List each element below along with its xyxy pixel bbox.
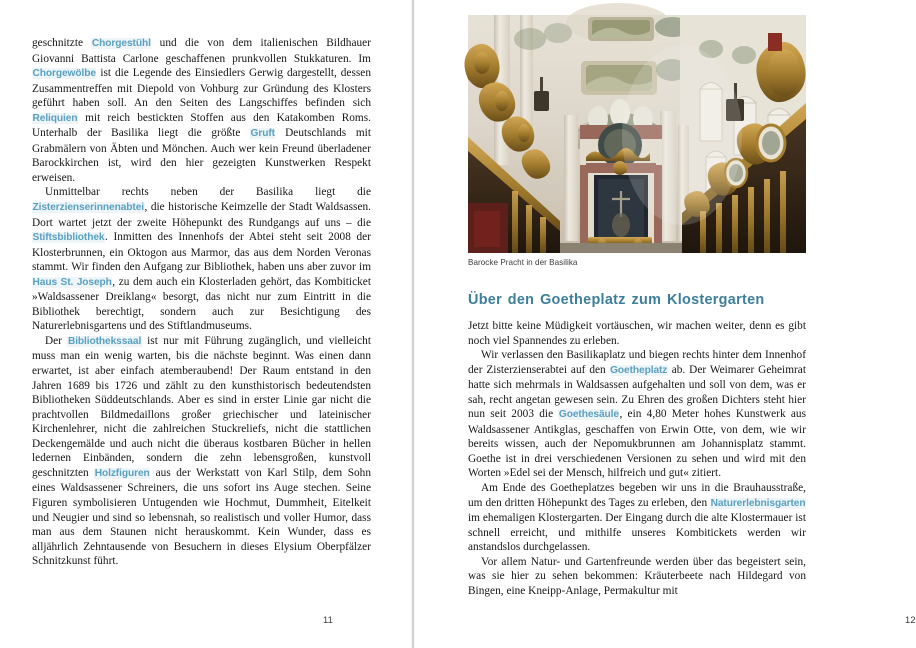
page-number-right: 12: [905, 615, 916, 625]
left-page-text-column: [32, 0, 371, 569]
left-page: [0, 0, 416, 648]
paragraph: Am Ende des Goetheplatzes begeben wir uns in die Brauhausstraße, um den dritten Höhepunkt des Tages zu erleben, den Naturerlebnisgarten im ehemaligen Klostergarten. Der Eingang durch die alte Klostermauer ist schnell erreicht, und mithilfe unseres Kombitickets werden wir anstandslos durchgelassen.: [468, 482, 806, 554]
basilica-interior-illustration: [468, 15, 806, 253]
right-page: [416, 0, 916, 648]
inline-keyword-link[interactable]: Naturerlebnisgarten: [710, 497, 806, 509]
inline-keyword-link[interactable]: Gruft: [250, 128, 275, 140]
paragraph: geschnitzte Chorgestühl und die von dem italienischen Bildhauer Giovanni Battista Carlone geschaffenen prunkvollen Stukkaturen. Im Chorgewölbe ist die Legende des Einsiedlers Gerwig dargestellt, dessen Zusammentreffen mit Diepold von Vohburg zur Gründung des Klosters geführt haben soll. An den Seiten des Langschiffes befinden sich Reliquien mit reich bestickten Stoffen aus den Katakomben Roms. Unterhalb der Basilika liegt die größte Gruft Deutschlands mit Grabmälern von Äbten und Mönchen. Auch wer kein Freund überladener Barockkirchen ist, wird den hier gezeigten Kunstwerken Respekt erweisen.: [32, 37, 371, 184]
paragraph: Unmittelbar rechts neben der Basilika liegt die Zisterzienserinnenabtei, die historische Keimzelle der Stadt Waldsassen. Dort wartet jetzt der zweite Höhepunkt des Rundgangs auf uns – die Stiftsbibliothek. Inmitten des Innenhofs der Abtei steht seit 2008 der Klosterbrunnen, ein Oktogon aus Marmor, das aus dem Norden Veronas stammt. Wir finden den Aufgang zur Bibliothek, haben uns aber zuvor im Haus St. Joseph, zu dem auch ein Klosterladen gehört, das Kombiticket »Waldsassener Dreiklang« besorgt, das nicht nur zum Eintritt in die Bibliothek berechtigt, sondern auch zur Besichtigung des Naturerlebnisgartens und des Stiftlandmuseums.: [32, 186, 371, 333]
inline-keyword-link[interactable]: Holzfiguren: [94, 467, 150, 479]
paragraph: Der Bibliothekssaal ist nur mit Führung zugänglich, und vielleicht muss man ein wenig warten, bis die nächste beginnt. Was einen dann erwartet, ist aber einfach atemberaubend! Der Raum entstand in den Jahren 1689 bis 1726 und zählt zu den kunsthistorisch bedeutendsten Bibliotheken Süddeutschlands. Aber es sind in erster Linie gar nicht die prachtvollen Bildmedaillons großer griechischer und lateinischer Kirchenlehrer, nicht die zahlreichen Stuckreliefs, nicht die stattlichen Deckengemälde und auch nicht die überaus kostbaren Bücher in hellen ledernen Einbänden, sondern die zehn lebensgroßen, kunstvoll geschnitzten Holzfiguren aus der Werkstatt von Karl Stilp, dem Sohn eines Waldsassener Schreiners, die uns sofort ins Auge stechen. Seine Figuren symbolisieren Untugenden wie Hochmut, Dummheit, Eitelkeit und Neugier und sind so lebensnah, so realistisch und voller Humor, dass man aus dem Staunen nicht herauskommt. Kein Wunder, dass es alljährlich Zehntausende von Besuchern in dieses Elysium Oberpfälzer Schnitzkunst führt.: [32, 334, 371, 568]
inline-keyword-link[interactable]: Reliquien: [32, 112, 78, 124]
section-heading: Über den Goetheplatz zum Klostergarten: [468, 292, 765, 308]
right-page-text-column: [468, 319, 806, 598]
inline-keyword-link[interactable]: Zisterzienserinnenabtei: [32, 202, 144, 214]
inline-keyword-link[interactable]: Goethesäule: [558, 409, 619, 421]
page-number-left: 11: [323, 615, 334, 625]
inline-keyword-link[interactable]: Stiftsbibliothek: [32, 232, 105, 244]
paragraph: Vor allem Natur- und Gartenfreunde werden über das begeistert sein, was sie hier zu sehen bekommen: Kräuterbeete nach Hildegard von Bingen, eine Kneipp-Anlage, Permakultur mit: [468, 555, 806, 597]
inline-keyword-link[interactable]: Chorgestühl: [91, 38, 151, 49]
inline-keyword-link[interactable]: Bibliothekssaal: [67, 335, 142, 347]
paragraph: Wir verlassen den Basilikaplatz und biegen rechts hinter dem Innenhof der Zisterzienserabtei auf den Goetheplatz ab. Der Weimarer Geheimrat hatte sich mehrmals in Waldsassen aufgehalten und soll von dem, was er sah, recht angetan gewesen sein. Zu Ehren des großen Dichters steht hier nun seit 2003 die Goethesäule, ein 4,80 Meter hohes Kunstwerk aus Waldsassener Antikglas, geschaffen von Erwin Otte, von dem, wie wir bereits wissen, auch der Nepomukbrunnen am Johannisplatz stammt. Goethe ist in drei verschiedenen Versionen zu sehen und wird mit den Worten »Edel sei der Mensch, hilfreich und gut« zitiert.: [468, 349, 806, 480]
inline-keyword-link[interactable]: Haus St. Joseph: [32, 276, 112, 288]
photo-caption: Barocke Pracht in der Basilika: [468, 258, 578, 267]
inline-keyword-link[interactable]: Goetheplatz: [610, 364, 668, 376]
inline-keyword-link[interactable]: Chorgewölbe: [32, 68, 96, 80]
paragraph: Jetzt bitte keine Müdigkeit vortäuschen, wir machen weiter, denn es gibt noch viel Spannendes zu erleben.: [468, 320, 806, 347]
photo-block: [468, 0, 806, 267]
basilica-interior-photo: [468, 15, 806, 253]
